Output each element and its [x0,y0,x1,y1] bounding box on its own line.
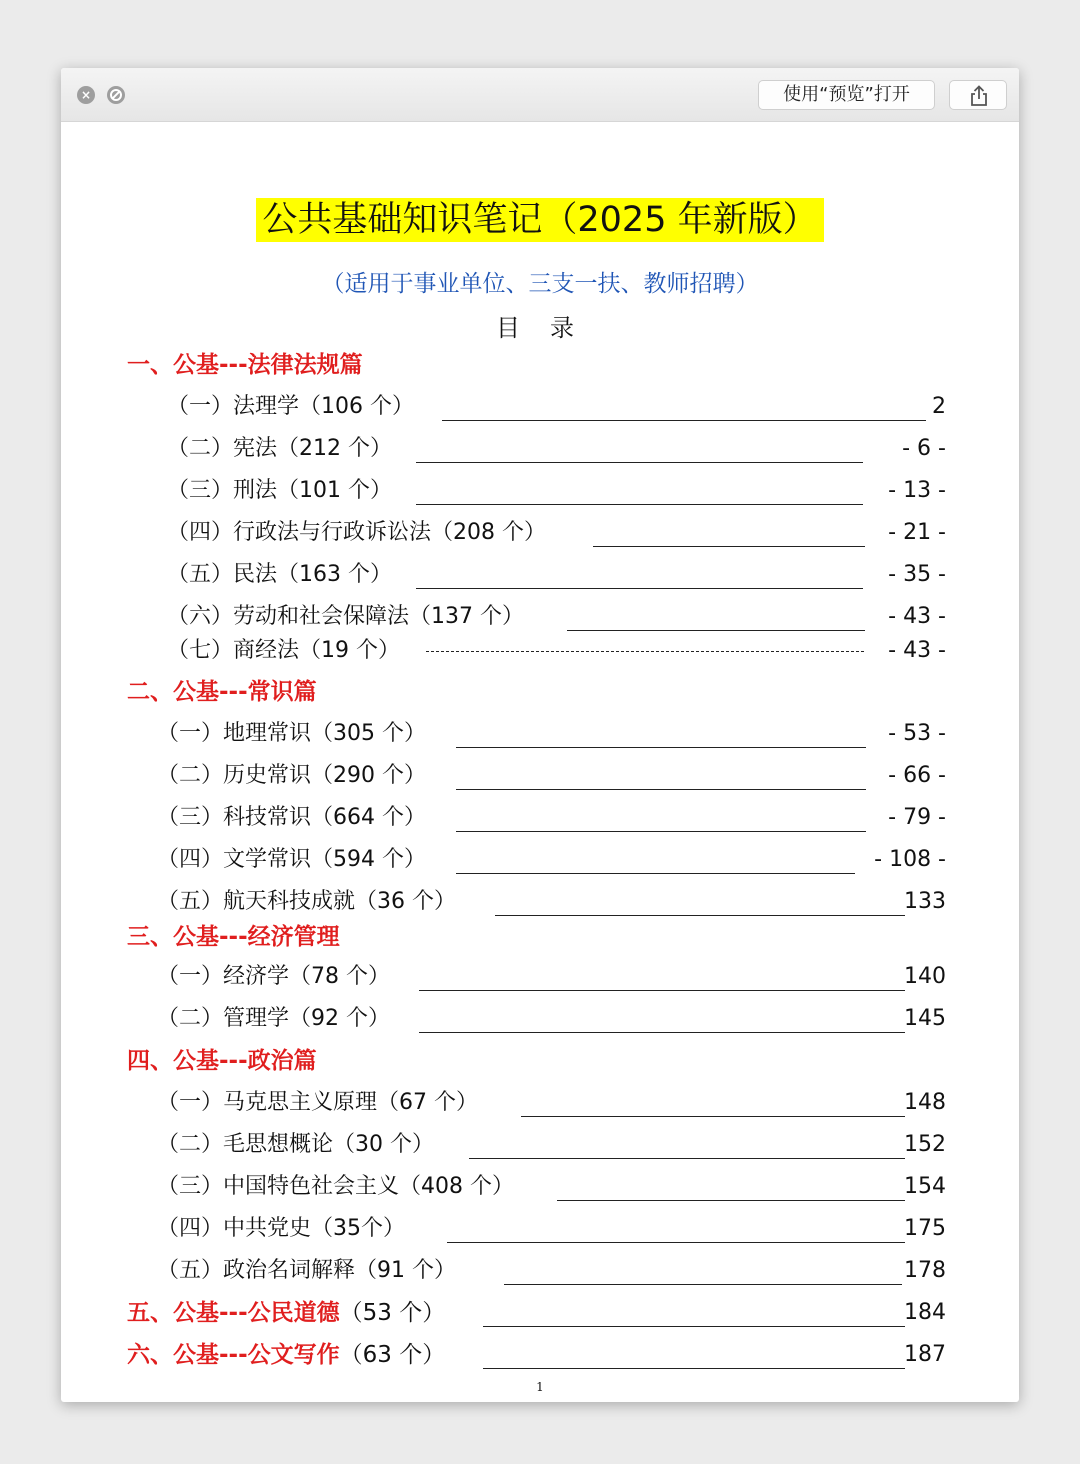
toc-row[interactable] [61,432,1019,466]
section-title: 六、公基---公文写作 [127,1342,340,1368]
leader-line [456,789,866,790]
toc-row[interactable] [61,1254,1019,1288]
toc-item-label: （七）商经法（19 个） [167,638,400,663]
toc-page-number: - 66 - [888,763,946,788]
toc-item-label: （三）中国特色社会主义（408 个） [157,1174,514,1199]
toc-heading: 目录 [496,314,604,342]
toc-row[interactable] [61,474,1019,508]
toc-row[interactable] [61,634,1019,668]
leader-line [447,1242,905,1243]
section-count: （53 个） [339,1300,446,1326]
section-heading: 四、公基---政治篇 [127,1048,317,1074]
preview-window [61,68,1019,1402]
toc-page-number: 152 [904,1132,946,1157]
leader-line [521,1116,905,1117]
leader-line [557,1200,905,1201]
leader-line [419,990,905,991]
toc-page-number: 145 [904,1006,946,1031]
toc-page-number: 148 [904,1090,946,1115]
toc-page-number: - 35 - [888,562,946,587]
close-icon[interactable]: × [77,86,95,104]
toc-row[interactable] [61,1086,1019,1120]
toc-page-number: 187 [904,1342,946,1367]
toc-item-label: （五）政治名词解释（91 个） [157,1258,456,1283]
share-button[interactable] [949,80,1007,110]
toc-page-number: - 13 - [888,478,946,503]
toc-item-label: （一）经济学（78 个） [157,964,390,989]
toc-row[interactable] [61,1296,1019,1330]
leader-line [456,831,866,832]
toc-item-label: （三）刑法（101 个） [167,478,392,503]
section-heading [127,1338,445,1372]
toc-row[interactable] [61,516,1019,550]
leader-line [416,462,863,463]
section-heading: 一、公基---法律法规篇 [127,352,363,378]
leader-line [504,1284,902,1285]
leader-line [483,1326,905,1327]
section-count: （63 个） [339,1342,446,1368]
title-wrap [61,198,1019,242]
leader-line [442,420,926,421]
toc-item-label: （六）劳动和社会保障法（137 个） [167,604,524,629]
leader-line [416,588,863,589]
toc-page-number: - 43 - [888,638,946,663]
toc-page-number: 154 [904,1174,946,1199]
toc-row[interactable] [61,885,1019,919]
toc-row[interactable] [61,600,1019,634]
toc-page-number: 133 [904,889,946,914]
toc-page-number: - 21 - [888,520,946,545]
toc-page-number: - 43 - [888,604,946,629]
toc-row[interactable] [61,558,1019,592]
toc-item-label: （二）宪法（212 个） [167,436,392,461]
toc-item-label: （四）行政法与行政诉讼法（208 个） [167,520,546,545]
toc-row[interactable] [61,1128,1019,1162]
leader-line [416,504,863,505]
window-titlebar [61,68,1019,122]
toc-page-number: 2 [932,394,946,419]
toc-item-label: （二）管理学（92 个） [157,1006,390,1031]
share-icon [969,85,989,107]
leader-line [469,1158,905,1159]
toc-page-number: 140 [904,964,946,989]
zoom-icon[interactable] [107,86,125,104]
toc-item-label: （二）毛思想概论（30 个） [157,1132,434,1157]
document-subtitle: （适用于事业单位、三支一扶、教师招聘） [321,271,759,297]
section-title: 五、公基---公民道德 [127,1300,340,1326]
toc-page-number: - 79 - [888,805,946,830]
toc-row[interactable] [61,759,1019,793]
open-with-preview-button[interactable]: 使用“预览”打开 [758,80,935,110]
toc-row[interactable] [61,1212,1019,1246]
toc-page-number: - 6 - [902,436,946,461]
section-heading [127,1296,445,1330]
document-title: 公共基础知识笔记（2025 年新版） [256,198,823,242]
toc-row[interactable] [61,1338,1019,1372]
toc-row[interactable] [61,1170,1019,1204]
leader-line [456,747,866,748]
toc-row[interactable] [61,390,1019,424]
toc-page-number: - 53 - [888,721,946,746]
page-footer-number: 1 [536,1380,544,1394]
leader-line [483,1368,905,1369]
toc-item-label: （五）民法（163 个） [167,562,392,587]
leader-line [456,873,855,874]
toc-item-label: （四）文学常识（594 个） [157,847,426,872]
section-heading: 三、公基---经济管理 [127,924,340,950]
document-page [61,122,1019,1402]
leader-line [495,915,905,916]
toc-row[interactable] [61,960,1019,994]
leader-dash [426,651,864,652]
toc-item-label: （一）地理常识（305 个） [157,721,426,746]
leader-line [567,630,865,631]
leader-line [419,1032,905,1033]
toc-item-label: （一）法理学（106 个） [167,394,414,419]
toc-page-number: 178 [904,1258,946,1283]
toc-row[interactable] [61,843,1019,877]
toc-page-number: 184 [904,1300,946,1325]
toc-item-label: （四）中共党史（35个） [157,1216,405,1241]
toc-item-label: （一）马克思主义原理（67 个） [157,1090,478,1115]
toc-row[interactable] [61,801,1019,835]
toc-row[interactable] [61,1002,1019,1036]
toc-page-number: 175 [904,1216,946,1241]
section-heading: 二、公基---常识篇 [127,679,317,705]
toc-item-label: （二）历史常识（290 个） [157,763,426,788]
toc-item-label: （三）科技常识（664 个） [157,805,426,830]
toc-row[interactable] [61,717,1019,751]
leader-line [593,546,865,547]
toc-page-number: - 108 - [874,847,946,872]
toc-item-label: （五）航天科技成就（36 个） [157,889,456,914]
